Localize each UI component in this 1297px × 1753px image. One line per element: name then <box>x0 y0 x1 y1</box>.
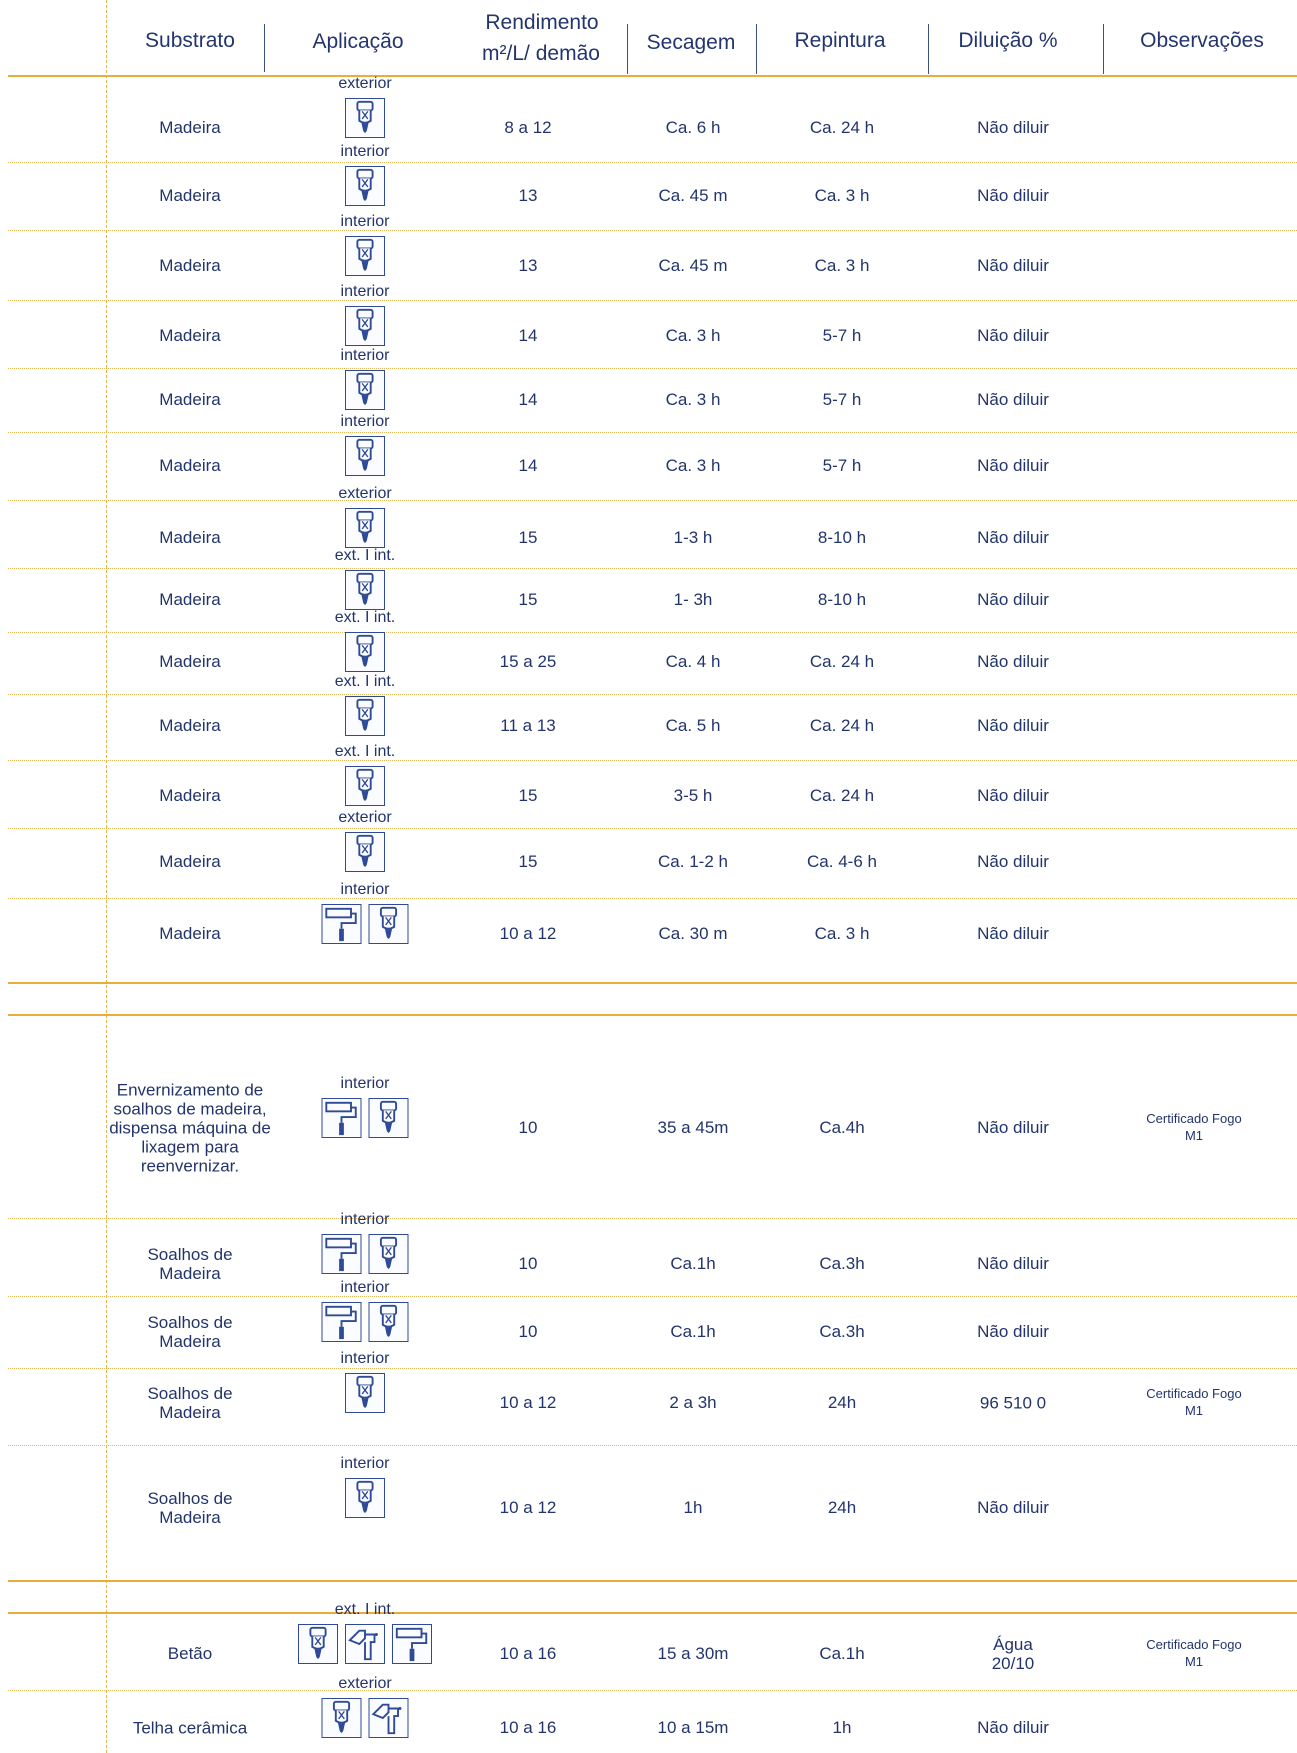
diluicao-cell: Não diluir <box>977 186 1049 205</box>
rendimento-cell: 15 <box>518 786 538 805</box>
secagem-cell: 3-5 h <box>673 786 713 805</box>
secagem-cell: 1-3 h <box>673 528 713 547</box>
aplicacao-icons <box>345 832 385 872</box>
rendimento-cell: 15 a 25 <box>499 652 557 671</box>
diluicao-cell: 96 510 0 <box>979 1393 1047 1413</box>
brush-icon <box>369 904 409 944</box>
secagem-cell: 1h <box>683 1498 703 1517</box>
secagem-cell: Ca. 1-2 h <box>658 852 728 871</box>
aplicacao-label: ext. I int. <box>334 743 396 760</box>
observacoes-cell: Certificado Fogo M1 <box>1146 1111 1242 1143</box>
brush-icon <box>345 508 385 548</box>
diluicao-cell: Não diluir <box>977 256 1049 275</box>
row-separator <box>8 1218 1297 1219</box>
header-divider <box>928 24 929 74</box>
substrato-cell: Envernizamento de soalhos de madeira, dispensa máquina de lixagem para reenvernizar. <box>109 1080 271 1176</box>
substrato-cell: Madeira <box>159 186 221 205</box>
header-divider <box>756 24 757 74</box>
aplicacao-label: interior <box>340 213 390 230</box>
row-separator <box>8 162 1297 163</box>
secagem-cell: 15 a 30m <box>657 1644 729 1663</box>
substrato-cell: Madeira <box>159 326 221 345</box>
aplicacao-icons <box>345 632 385 672</box>
repintura-cell: Ca.3h <box>819 1322 865 1341</box>
secagem-cell: Ca. 3 h <box>665 390 721 409</box>
rendimento-cell: 14 <box>518 390 538 409</box>
substrato-cell: Madeira <box>159 924 221 943</box>
rendimento-cell: 13 <box>518 186 538 205</box>
substrato-cell: Madeira <box>159 528 221 547</box>
brush-icon <box>369 1302 409 1342</box>
row-separator <box>8 230 1297 231</box>
diluicao-cell: Não diluir <box>977 590 1049 609</box>
secagem-cell: Ca. 45 m <box>658 186 728 205</box>
aplicacao-label: interior <box>340 413 390 430</box>
brush-icon <box>345 370 385 410</box>
brush-icon <box>345 832 385 872</box>
secagem-cell: Ca.1h <box>670 1322 716 1341</box>
header-divider <box>264 24 265 72</box>
aplicacao-label: interior <box>340 1211 390 1228</box>
aplicacao-icons <box>345 98 385 138</box>
row-separator <box>8 1296 1297 1297</box>
aplicacao-label: interior <box>340 283 390 300</box>
header-rule <box>8 75 1297 77</box>
header-aplicacao: Aplicação <box>312 30 404 53</box>
diluicao-cell: Não diluir <box>977 652 1049 671</box>
repintura-cell: 8-10 h <box>817 528 867 547</box>
brush-icon <box>345 236 385 276</box>
diluicao-cell: Não diluir <box>977 118 1049 137</box>
aplicacao-icons <box>345 166 385 206</box>
brush-icon <box>322 1698 362 1738</box>
aplicacao-label: exterior <box>338 485 392 502</box>
aplicacao-icons <box>322 1698 409 1738</box>
diluicao-cell: Não diluir <box>977 390 1049 409</box>
repintura-cell: 5-7 h <box>822 326 862 345</box>
section-rule <box>8 1612 1297 1614</box>
repintura-cell: 1h <box>832 1718 852 1737</box>
secagem-cell: 2 a 3h <box>669 1393 717 1412</box>
brush-icon <box>345 766 385 806</box>
repintura-cell: Ca.3h <box>819 1254 865 1273</box>
rendimento-cell: 14 <box>518 326 538 345</box>
diluicao-cell: Não diluir <box>977 1254 1049 1273</box>
secagem-cell: 35 a 45m <box>657 1118 729 1137</box>
diluicao-cell: Não diluir <box>977 924 1049 943</box>
repintura-cell: 24h <box>827 1393 857 1412</box>
substrato-cell: Madeira <box>159 786 221 805</box>
observacoes-cell: Certificado Fogo M1 <box>1146 1386 1242 1418</box>
roller-icon <box>392 1624 432 1664</box>
aplicacao-label: ext. I int. <box>334 1601 396 1618</box>
aplicacao-label: exterior <box>338 75 392 92</box>
brush-icon <box>345 1373 385 1413</box>
aplicacao-label: interior <box>340 143 390 160</box>
diluicao-cell: Não diluir <box>977 528 1049 547</box>
rendimento-cell: 15 <box>518 590 538 609</box>
aplicacao-label: interior <box>340 1279 390 1296</box>
observacoes-cell: Certificado Fogo M1 <box>1146 1637 1242 1669</box>
roller-icon <box>322 1302 362 1342</box>
rendimento-cell: 13 <box>518 256 538 275</box>
substrato-cell: Madeira <box>159 716 221 735</box>
diluicao-cell: Não diluir <box>977 1322 1049 1341</box>
row-separator <box>8 760 1297 761</box>
brush-icon <box>345 570 385 610</box>
roller-icon <box>322 904 362 944</box>
aplicacao-icons <box>345 306 385 346</box>
aplicacao-label: ext. I int. <box>334 673 396 690</box>
secagem-cell: Ca. 6 h <box>665 118 721 137</box>
rendimento-cell: 10 a 12 <box>499 1498 557 1517</box>
aplicacao-icons <box>345 370 385 410</box>
substrato-cell: Madeira <box>159 590 221 609</box>
diluicao-cell: Não diluir <box>977 716 1049 735</box>
substrato-cell: Telha cerâmica <box>132 1718 248 1738</box>
rendimento-cell: 10 <box>518 1322 538 1341</box>
brush-icon <box>345 436 385 476</box>
aplicacao-icons <box>322 1302 409 1342</box>
rendimento-cell: 15 <box>518 852 538 871</box>
section-rule <box>8 1580 1297 1582</box>
brush-icon <box>369 1234 409 1274</box>
diluicao-cell: Não diluir <box>977 456 1049 475</box>
repintura-cell: Ca. 4-6 h <box>807 852 877 871</box>
repintura-cell: Ca. 24 h <box>809 652 875 671</box>
aplicacao-icons <box>298 1624 432 1664</box>
row-separator <box>8 1690 1297 1691</box>
spray-gun-icon <box>345 1624 385 1664</box>
header-secagem: Secagem <box>646 31 736 54</box>
repintura-cell: Ca.1h <box>819 1644 865 1663</box>
section-rule <box>8 1014 1297 1016</box>
rendimento-cell: 8 a 12 <box>504 118 552 137</box>
row-separator <box>8 828 1297 829</box>
secagem-cell: Ca. 4 h <box>665 652 721 671</box>
row-separator <box>8 694 1297 695</box>
header-rendimento-line2: m²/L/ demão <box>482 42 600 65</box>
substrato-cell: Soalhos de Madeira <box>147 1488 233 1527</box>
row-separator <box>8 632 1297 633</box>
repintura-cell: Ca. 24 h <box>809 786 875 805</box>
repintura-cell: Ca. 24 h <box>809 716 875 735</box>
repintura-cell: 5-7 h <box>822 456 862 475</box>
brush-icon <box>369 1098 409 1138</box>
secagem-cell: Ca. 3 h <box>665 326 721 345</box>
aplicacao-icons <box>345 766 385 806</box>
repintura-cell: Ca. 3 h <box>814 256 870 275</box>
substrato-cell: Betão <box>167 1644 213 1663</box>
row-separator <box>8 368 1297 369</box>
substrato-cell: Madeira <box>159 456 221 475</box>
brush-icon <box>345 306 385 346</box>
aplicacao-icons <box>345 436 385 476</box>
repintura-cell: 24h <box>827 1498 857 1517</box>
brush-icon <box>345 166 385 206</box>
substrato-cell: Madeira <box>159 852 221 871</box>
secagem-cell: Ca.1h <box>670 1254 716 1273</box>
roller-icon <box>322 1098 362 1138</box>
row-separator <box>8 568 1297 569</box>
substrato-cell: Soalhos de Madeira <box>147 1244 233 1283</box>
rendimento-cell: 15 <box>518 528 538 547</box>
secagem-cell: Ca. 3 h <box>665 456 721 475</box>
diluicao-cell: Não diluir <box>977 1498 1049 1517</box>
aplicacao-icons <box>345 1478 385 1518</box>
secagem-cell: 10 a 15m <box>657 1718 729 1737</box>
header-substrato: Substrato <box>145 29 235 52</box>
diluicao-cell: Não diluir <box>977 786 1049 805</box>
rendimento-cell: 10 a 12 <box>499 924 557 943</box>
row-separator <box>8 300 1297 301</box>
aplicacao-icons <box>345 696 385 736</box>
brush-icon <box>345 632 385 672</box>
row-separator <box>8 898 1297 899</box>
header-rendimento-line1: Rendimento <box>485 11 599 34</box>
spray-gun-icon <box>369 1698 409 1738</box>
diluicao-cell: Não diluir <box>977 852 1049 871</box>
aplicacao-icons <box>345 508 385 548</box>
repintura-cell: 8-10 h <box>817 590 867 609</box>
rendimento-cell: 10 <box>518 1254 538 1273</box>
diluicao-cell: Água 20/10 <box>991 1634 1035 1673</box>
secagem-cell: Ca. 30 m <box>658 924 728 943</box>
aplicacao-label: interior <box>340 1350 390 1367</box>
secagem-cell: Ca. 45 m <box>658 256 728 275</box>
aplicacao-label: exterior <box>338 1675 392 1692</box>
aplicacao-label: interior <box>340 1075 390 1092</box>
aplicacao-label: interior <box>340 881 390 898</box>
header-repintura: Repintura <box>794 29 886 52</box>
brush-icon <box>345 696 385 736</box>
row-separator <box>8 1445 1297 1446</box>
repintura-cell: Ca. 24 h <box>809 118 875 137</box>
secagem-cell: 1- 3h <box>673 590 713 609</box>
rendimento-cell: 10 a 16 <box>499 1718 557 1737</box>
repintura-cell: Ca. 3 h <box>814 186 870 205</box>
aplicacao-icons <box>345 236 385 276</box>
substrato-cell: Madeira <box>159 118 221 137</box>
diluicao-cell: Não diluir <box>977 326 1049 345</box>
header-diluicao: Diluição % <box>958 29 1058 52</box>
repintura-cell: Ca. 3 h <box>814 924 870 943</box>
brush-icon <box>345 98 385 138</box>
aplicacao-icons <box>345 570 385 610</box>
repintura-cell: Ca.4h <box>819 1118 865 1137</box>
rendimento-cell: 10 <box>518 1118 538 1137</box>
aplicacao-icons <box>322 1098 409 1138</box>
rendimento-cell: 14 <box>518 456 538 475</box>
secagem-cell: Ca. 5 h <box>665 716 721 735</box>
substrato-cell: Soalhos de Madeira <box>147 1312 233 1351</box>
aplicacao-label: ext. I int. <box>334 547 396 564</box>
rendimento-cell: 10 a 16 <box>499 1644 557 1663</box>
section-rule <box>8 982 1297 984</box>
row-separator <box>8 1368 1297 1369</box>
repintura-cell: 5-7 h <box>822 390 862 409</box>
aplicacao-label: exterior <box>338 809 392 826</box>
diluicao-cell: Não diluir <box>977 1118 1049 1137</box>
aplicacao-icons <box>322 1234 409 1274</box>
rendimento-cell: 10 a 12 <box>499 1393 557 1412</box>
row-separator <box>8 432 1297 433</box>
substrato-cell: Madeira <box>159 652 221 671</box>
brush-icon <box>298 1624 338 1664</box>
rendimento-cell: 11 a 13 <box>500 716 556 735</box>
substrato-cell: Madeira <box>159 256 221 275</box>
aplicacao-icons <box>322 904 409 944</box>
brush-icon <box>345 1478 385 1518</box>
roller-icon <box>322 1234 362 1274</box>
aplicacao-label: ext. I int. <box>334 609 396 626</box>
substrato-cell: Soalhos de Madeira <box>147 1383 233 1422</box>
header-observacoes: Observações <box>1140 29 1264 52</box>
aplicacao-label: interior <box>340 347 390 364</box>
diluicao-cell: Não diluir <box>977 1718 1049 1737</box>
left-margin-guide <box>106 0 107 1753</box>
aplicacao-label: interior <box>340 1455 390 1472</box>
header-divider <box>1103 24 1104 74</box>
row-separator <box>8 500 1297 501</box>
aplicacao-icons <box>345 1373 385 1413</box>
substrato-cell: Madeira <box>159 390 221 409</box>
